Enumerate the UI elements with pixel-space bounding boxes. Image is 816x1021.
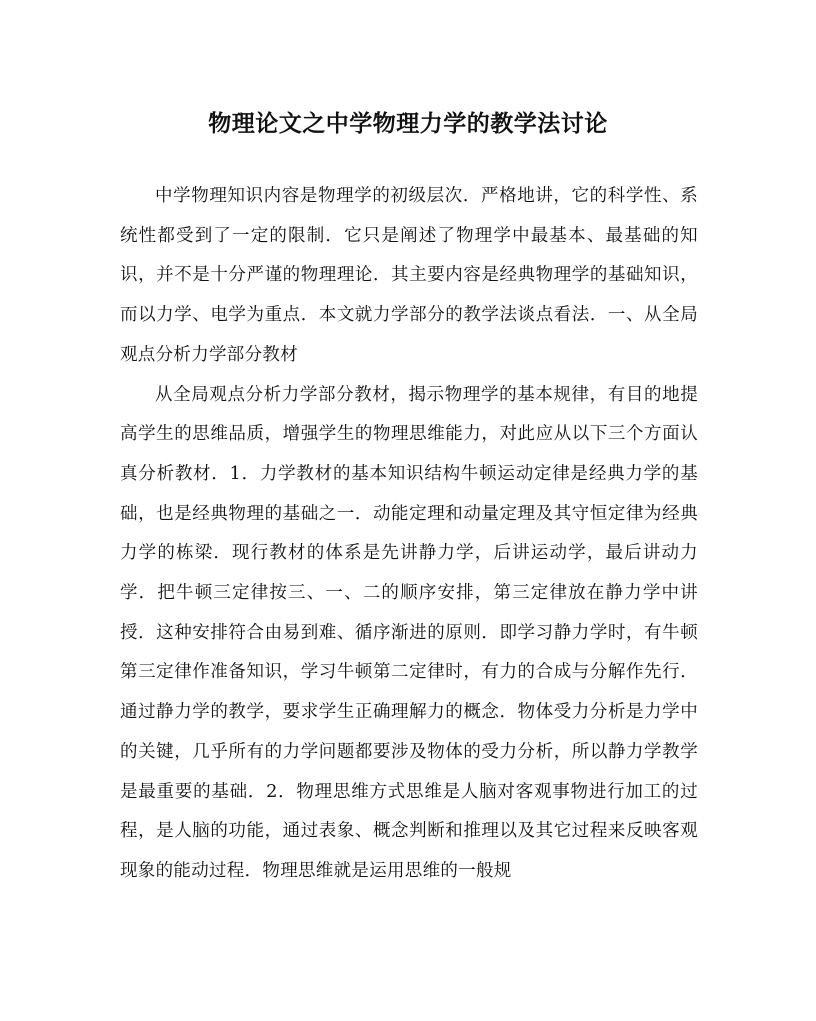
document-title: 物理论文之中学物理力学的教学法讨论	[208, 110, 608, 137]
paragraph-intro: 中学物理知识内容是物理学的初级层次．严格地讲，它的科学性、系统性都受到了一定的限制．它只是阐述了物理学中最基本、最基础的知识，并不是十分严谨的物理理论．其主要内容是经典物理学的基础知识，而以力学、电学为重点．本文就力学部分的教学法谈点看法．一、从全局观点分析力学部分教材	[120, 186, 698, 365]
paragraph-analysis: 从全局观点分析力学部分教材，揭示物理学的基本规律，有目的地提高学生的思维品质，增强学生的物理思维能力，对此应从以下三个方面认真分析教材．1．力学教材的基本知识结构牛顿运动定律是经典力学的基础，也是经典物理的基础之一．动能定理和动量定理及其守恒定律为经典力学的栋梁．现行教材的体系是先讲静力学，后讲运动学，最后讲动力学．把牛顿三定律按三、一、二的顺序安排，第三定律放在静力学中讲授．这种安排符合由易到难、循序渐进的原则．即学习静力学时，有牛顿第三定律作准备知识，学习牛顿第二定律时，有力的合成与分解作先行．通过静力学的教学，要求学生正确理解力的概念．物体受力分析是力学中的关键，几乎所有的力学问题都要涉及物体的受力分析，所以静力学教学是最重要的基础．2．物理思维方式思维是人脑对客观事物进行加工的过程，是人脑的功能，通过表象、概念判断和推理以及其它过程来反映客观现象的能动过程．物理思维就是运用思维的一般规	[120, 384, 698, 881]
document-body	[120, 177, 698, 892]
